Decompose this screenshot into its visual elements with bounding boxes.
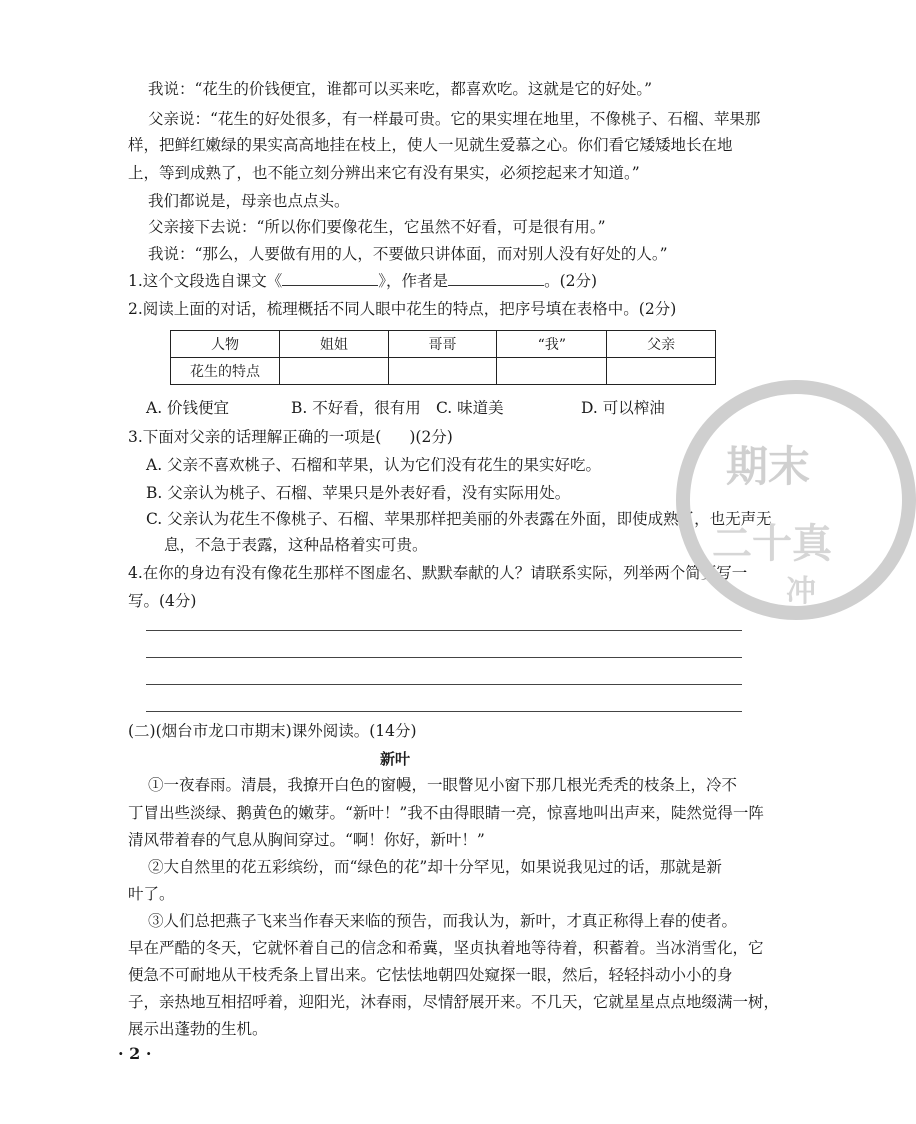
article-line: 清风带着春的气息从胸间穿过。“啊！你好，新叶！” — [128, 831, 485, 849]
question-4: 4.在你的身边有没有像花生那样不图虚名、默默奉献的人？请联系实际，列举两个简要写一 — [128, 564, 748, 582]
table-header-cell: 人物 — [171, 331, 280, 358]
table-answer-cell[interactable] — [607, 358, 716, 385]
article-line: ②大自然里的花五彩缤纷，而“绿色的花”却十分罕见，如果说我见过的话，那就是新 — [148, 858, 722, 876]
q2-options — [146, 396, 726, 418]
answer-table — [170, 330, 716, 385]
section-heading: (二)(烟台市龙口市期末)课外阅读。(14分) — [128, 722, 417, 740]
table-answer-cell[interactable] — [280, 358, 389, 385]
table-answer-cell[interactable] — [388, 358, 497, 385]
article-line: 叶了。 — [128, 885, 175, 903]
table-row — [171, 358, 716, 385]
table-header-cell: 姐姐 — [280, 331, 389, 358]
table-header-cell: “我” — [497, 331, 607, 358]
article-line: 子，亲热地互相招呼着，迎阳光，沐春雨，尽情舒展开来。不几天，它就星星点点地缀满一树， — [128, 993, 780, 1011]
passage-line: 样，把鲜红嫩绿的果实高高地挂在枝上，使人一见就生爱慕之心。你们看它矮矮地长在地 — [128, 136, 733, 154]
article-line: ①一夜春雨。清晨，我撩开白色的窗幔，一眼瞥见小窗下那几根光秃秃的枝条上，冷不 — [148, 776, 738, 794]
question-3 — [128, 426, 453, 448]
passage-line: 我们都说是，母亲也点点头。 — [148, 192, 350, 210]
page-number: · 2 · — [118, 1044, 152, 1063]
q3-option-c-cont: 息，不急于表露，这种品格着实可贵。 — [164, 536, 428, 554]
option-d: D. 可以榨油 — [581, 399, 665, 417]
table-header-row — [171, 331, 716, 358]
q1-author-blank[interactable] — [448, 271, 544, 286]
article-line: 早在严酷的冬天，它就怀着自己的信念和希冀，坚贞执着地等待着，积蓄着。当冰消雪化，它 — [128, 939, 764, 957]
option-c: C. 味道美 — [436, 399, 504, 417]
article-line: 便急不可耐地从干枝秃条上冒出来。它怯怯地朝四处窥探一眼，然后，轻轻抖动小小的身 — [128, 966, 733, 984]
question-2: 2.阅读上面的对话，梳理概括不同人眼中花生的特点，把序号填在表格中。(2分) — [128, 300, 677, 318]
q1-middle: 》，作者是 — [378, 272, 449, 290]
answer-line[interactable] — [146, 684, 742, 685]
passage-line: 上，等到成熟了，也不能立刻分辨出来它有没有果实，必须挖起来才知道。” — [128, 164, 640, 182]
stamp-text: 二十真 — [712, 520, 832, 567]
q1-title-blank[interactable] — [282, 271, 378, 286]
watermark-stamp — [676, 380, 916, 620]
q3-option-c: C. 父亲认为花生不像桃子、石榴、苹果那样把美丽的外表露在外面，即使成熟了，也无声无 — [146, 510, 772, 528]
table-header-cell: 父亲 — [607, 331, 716, 358]
question-4-cont: 写。(4分) — [128, 592, 197, 610]
q1-suffix: 。(2分) — [544, 272, 598, 290]
q3-prefix: 3.下面对父亲的话理解正确的一项是( — [128, 428, 382, 446]
stamp-text: 冲 — [786, 574, 816, 609]
q3-option-a: A. 父亲不喜欢桃子、石榴和苹果，认为它们没有花生的果实好吃。 — [146, 456, 602, 474]
answer-line[interactable] — [146, 657, 742, 658]
q3-option-b: B. 父亲认为桃子、石榴、苹果只是外表好看，没有实际用处。 — [146, 484, 571, 502]
answer-line[interactable] — [146, 711, 742, 712]
article-line: 展示出蓬勃的生机。 — [128, 1020, 268, 1038]
table-answer-cell[interactable] — [497, 358, 607, 385]
option-b: B. 不好看，很有用 — [291, 399, 421, 417]
q3-suffix: )(2分) — [409, 428, 453, 446]
passage-line: 父亲接下去说：“所以你们要像花生，它虽然不好看，可是很有用。” — [148, 218, 606, 236]
table-header-cell: 哥哥 — [388, 331, 497, 358]
passage-line: 我说：“那么，人要做有用的人，不要做只讲体面，而对别人没有好处的人。” — [148, 245, 668, 263]
option-a: A. 价钱便宜 — [146, 399, 230, 417]
article-line: ③人们总把燕子飞来当作春天来临的预告，而我认为，新叶，才真正称得上春的使者。 — [148, 912, 738, 930]
passage-line: 父亲说：“花生的好处很多，有一样最可贵。它的果实埋在地里，不像桃子、石榴、苹果那 — [148, 110, 761, 128]
q1-prefix: 1.这个文段选自课文《 — [128, 272, 283, 290]
question-1 — [128, 270, 597, 292]
passage-line: 我说：“花生的价钱便宜，谁都可以买来吃，都喜欢吃。这就是它的好处。” — [148, 80, 653, 98]
table-row-label: 花生的特点 — [171, 358, 280, 385]
answer-line[interactable] — [146, 630, 742, 631]
article-title: 新叶 — [379, 750, 410, 768]
stamp-text: 期末 — [726, 442, 811, 491]
article-line: 丁冒出些淡绿、鹅黄色的嫩芽。“新叶！”我不由得眼睛一亮，惊喜地叫出声来，陡然觉得一阵 — [128, 804, 764, 822]
